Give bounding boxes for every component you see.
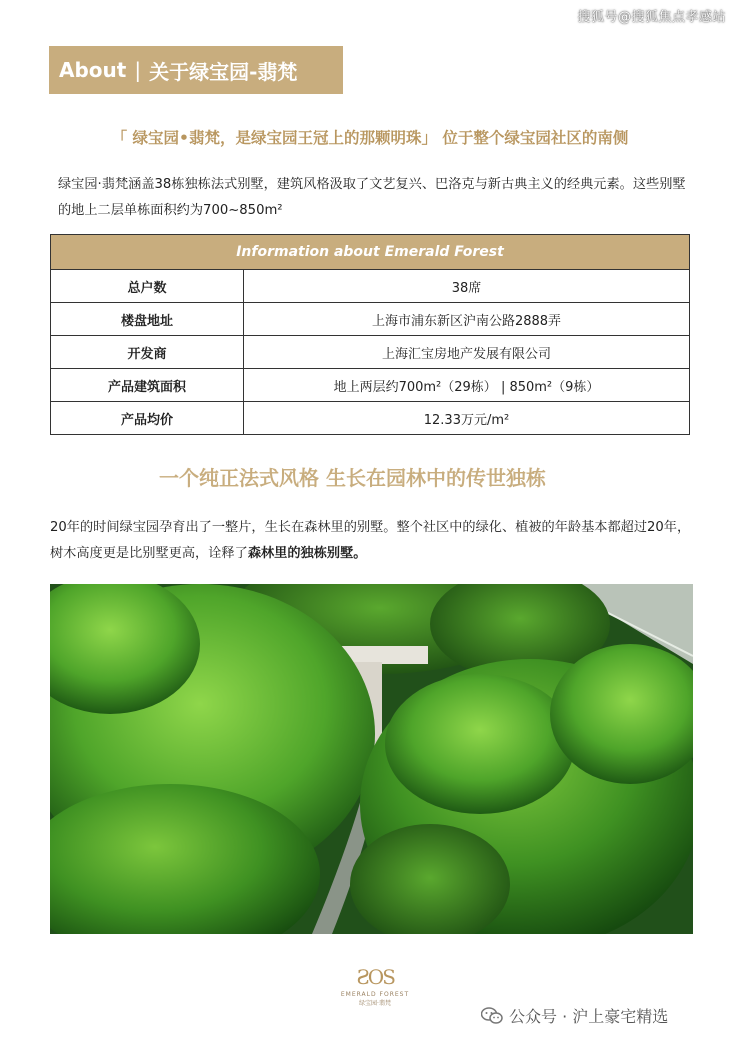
aerial-photo (50, 584, 693, 934)
table-row (51, 336, 690, 369)
row-value: 上海市浦东新区沪南公路2888弄 (244, 303, 690, 336)
brand-logo (340, 965, 410, 1007)
info-table (50, 234, 690, 435)
row-key: 总户数 (51, 270, 244, 303)
section-heading: 一个纯正法式风格 生长在园林中的传世独栋 (159, 466, 546, 490)
row-value: 12.33万元/m² (244, 402, 690, 435)
subtitle: 「 绿宝园•翡梵，是绿宝园王冠上的那颗明珠」 位于整个绿宝园社区的南侧 (111, 129, 629, 147)
row-key: 楼盘地址 (51, 303, 244, 336)
section-header (49, 46, 343, 94)
table-row (51, 369, 690, 402)
table-row (51, 402, 690, 435)
wechat-icon (481, 1007, 503, 1025)
row-key: 产品建筑面积 (51, 369, 244, 402)
header-separator: | (134, 58, 142, 82)
logo-cn: 绿宝园·翡梵 (359, 1000, 391, 1007)
wechat-footer[interactable] (481, 1004, 668, 1027)
forest-paragraph-bold: 森林里的独栋别墅。 (247, 546, 367, 561)
row-value: 上海汇宝房地产发展有限公司 (244, 336, 690, 369)
forest-paragraph (50, 515, 700, 567)
table-title: Information about Emerald Forest (51, 235, 690, 270)
table-row (51, 270, 690, 303)
logo-en: EMERALD FOREST (340, 991, 410, 998)
intro-paragraph: 绿宝园·翡梵涵盖38栋独栋法式别墅，建筑风格汲取了文艺复兴、巴洛克与新古典主义的经典元素。这些别墅的地上二层单栋面积约为700~850m² (58, 177, 686, 218)
forest-paragraph-text: 20年的时间绿宝园孕育出了一整片，生长在森林里的别墅。整个社区中的绿化、植被的年龄基本都超过20年，树木高度更是比别墅更高，诠释了 (50, 520, 691, 561)
logo-mark: ƧOS (356, 965, 394, 989)
watermark: 搜狐号@搜狐焦点孝感站 (577, 10, 726, 25)
table-row (51, 303, 690, 336)
header-en: About (59, 58, 127, 82)
header-cn: 关于绿宝园-翡梵 (149, 59, 298, 84)
wechat-label: 公众号 · 沪上豪宅精选 (509, 1007, 669, 1026)
row-key: 开发商 (51, 336, 244, 369)
row-value: 地上两层约700m²（29栋） | 850m²（9栋） (244, 369, 690, 402)
row-key: 产品均价 (51, 402, 244, 435)
row-value: 38席 (244, 270, 690, 303)
